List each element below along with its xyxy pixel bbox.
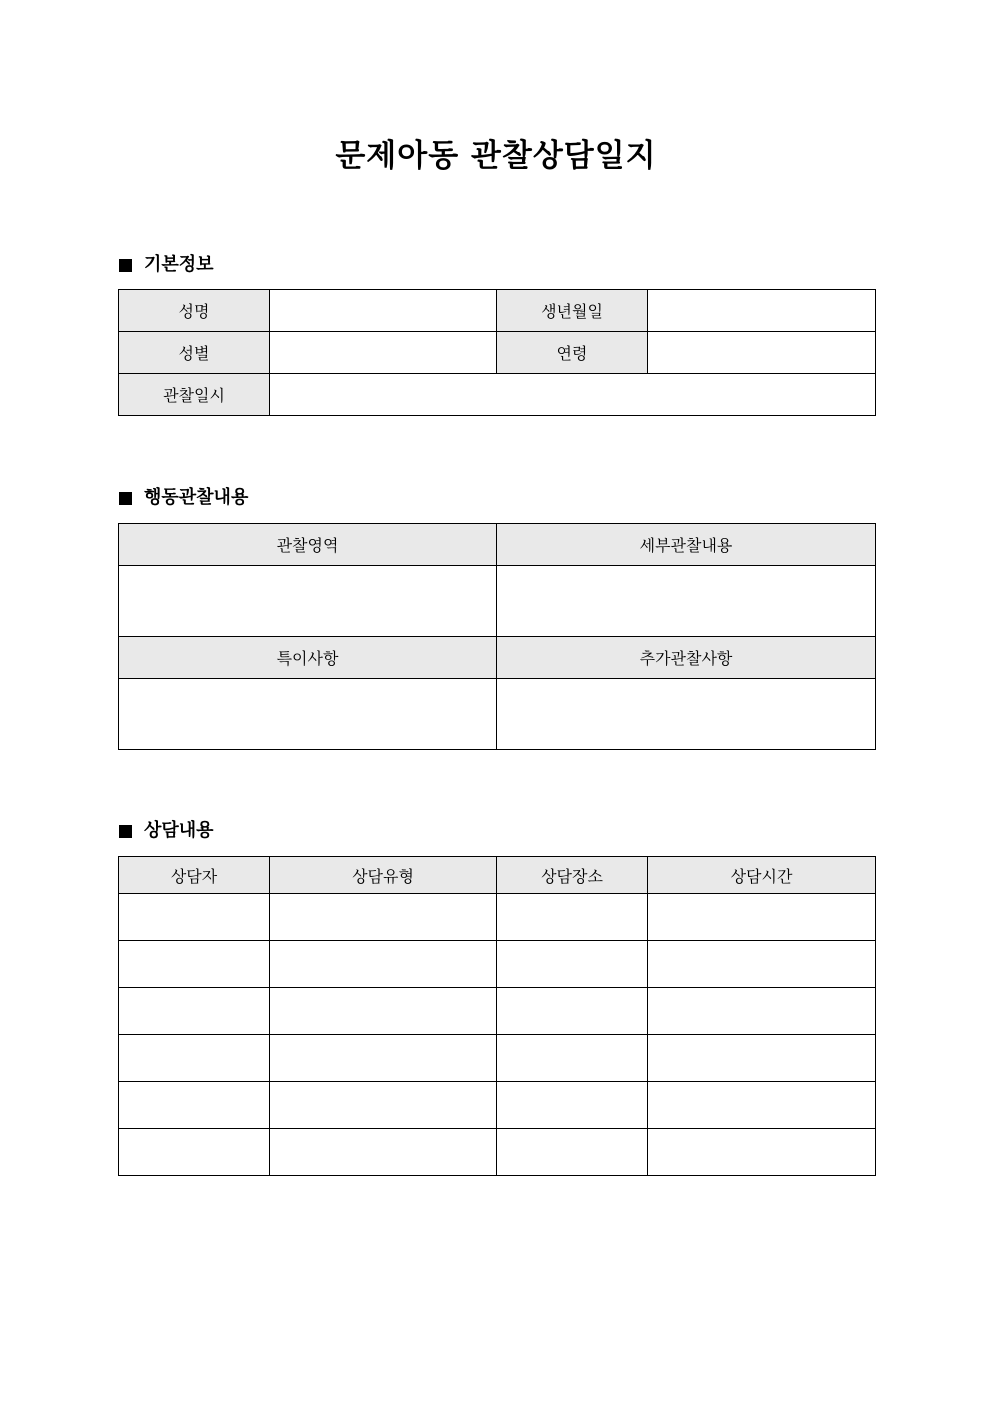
table-row — [119, 894, 876, 941]
table-row — [119, 988, 876, 1035]
counselor-cell[interactable] — [119, 1129, 270, 1176]
counselor-cell[interactable] — [119, 1082, 270, 1129]
additional-observation-label: 추가관찰사항 — [497, 637, 876, 679]
birthdate-label: 생년월일 — [497, 290, 648, 332]
document-title: 문제아동 관찰상담일지 — [335, 138, 657, 174]
basic-info-table — [118, 289, 876, 416]
counseling-type-cell[interactable] — [270, 1035, 497, 1082]
counseling-time-column-header: 상담시간 — [648, 857, 876, 894]
detailed-observation-field[interactable] — [497, 566, 876, 637]
counseling-table — [118, 856, 876, 1176]
table-header-row — [119, 857, 876, 894]
detailed-observation-label: 세부관찰내용 — [497, 524, 876, 566]
section-heading-behavior-observation — [119, 486, 248, 510]
observation-datetime-field[interactable] — [270, 374, 876, 416]
counselor-cell[interactable] — [119, 988, 270, 1035]
age-label: 연령 — [497, 332, 648, 374]
special-notes-label: 특이사항 — [119, 637, 497, 679]
counseling-type-cell[interactable] — [270, 894, 497, 941]
counseling-type-cell[interactable] — [270, 1129, 497, 1176]
counseling-place-cell[interactable] — [497, 988, 648, 1035]
counseling-place-cell[interactable] — [497, 1082, 648, 1129]
counseling-type-cell[interactable] — [270, 988, 497, 1035]
table-row — [119, 1082, 876, 1129]
counselor-cell[interactable] — [119, 941, 270, 988]
special-notes-field[interactable] — [119, 679, 497, 750]
counseling-type-column-header: 상담유형 — [270, 857, 497, 894]
counselor-cell[interactable] — [119, 1035, 270, 1082]
section-heading-basic-info — [119, 253, 214, 277]
observation-datetime-label: 관찰일시 — [119, 374, 270, 416]
counseling-place-column-header: 상담장소 — [497, 857, 648, 894]
counseling-type-cell[interactable] — [270, 1082, 497, 1129]
counseling-time-cell[interactable] — [648, 1035, 876, 1082]
table-row — [119, 566, 876, 637]
name-label: 성명 — [119, 290, 270, 332]
counseling-time-cell[interactable] — [648, 894, 876, 941]
counseling-time-cell[interactable] — [648, 941, 876, 988]
table-row — [119, 524, 876, 566]
gender-field[interactable] — [270, 332, 497, 374]
table-row — [119, 290, 876, 332]
counseling-place-cell[interactable] — [497, 1035, 648, 1082]
table-row — [119, 1035, 876, 1082]
age-field[interactable] — [648, 332, 876, 374]
counseling-place-cell[interactable] — [497, 894, 648, 941]
name-field[interactable] — [270, 290, 497, 332]
section-heading-label: 행동관찰내용 — [144, 487, 249, 508]
table-row — [119, 941, 876, 988]
section-heading-counseling — [119, 819, 214, 843]
table-row — [119, 332, 876, 374]
counselor-column-header: 상담자 — [119, 857, 270, 894]
section-heading-label: 기본정보 — [144, 254, 214, 275]
observation-area-field[interactable] — [119, 566, 497, 637]
counseling-time-cell[interactable] — [648, 1129, 876, 1176]
counseling-place-cell[interactable] — [497, 941, 648, 988]
square-bullet-icon — [119, 825, 132, 838]
square-bullet-icon — [119, 259, 132, 272]
behavior-observation-table — [118, 523, 876, 750]
counseling-time-cell[interactable] — [648, 1082, 876, 1129]
table-row — [119, 1129, 876, 1176]
counseling-type-cell[interactable] — [270, 941, 497, 988]
additional-observation-field[interactable] — [497, 679, 876, 750]
square-bullet-icon — [119, 492, 132, 505]
table-row — [119, 679, 876, 750]
counseling-place-cell[interactable] — [497, 1129, 648, 1176]
section-heading-label: 상담내용 — [144, 820, 214, 841]
gender-label: 성별 — [119, 332, 270, 374]
counseling-time-cell[interactable] — [648, 988, 876, 1035]
counselor-cell[interactable] — [119, 894, 270, 941]
table-row — [119, 637, 876, 679]
observation-area-label: 관찰영역 — [119, 524, 497, 566]
birthdate-field[interactable] — [648, 290, 876, 332]
table-row — [119, 374, 876, 416]
